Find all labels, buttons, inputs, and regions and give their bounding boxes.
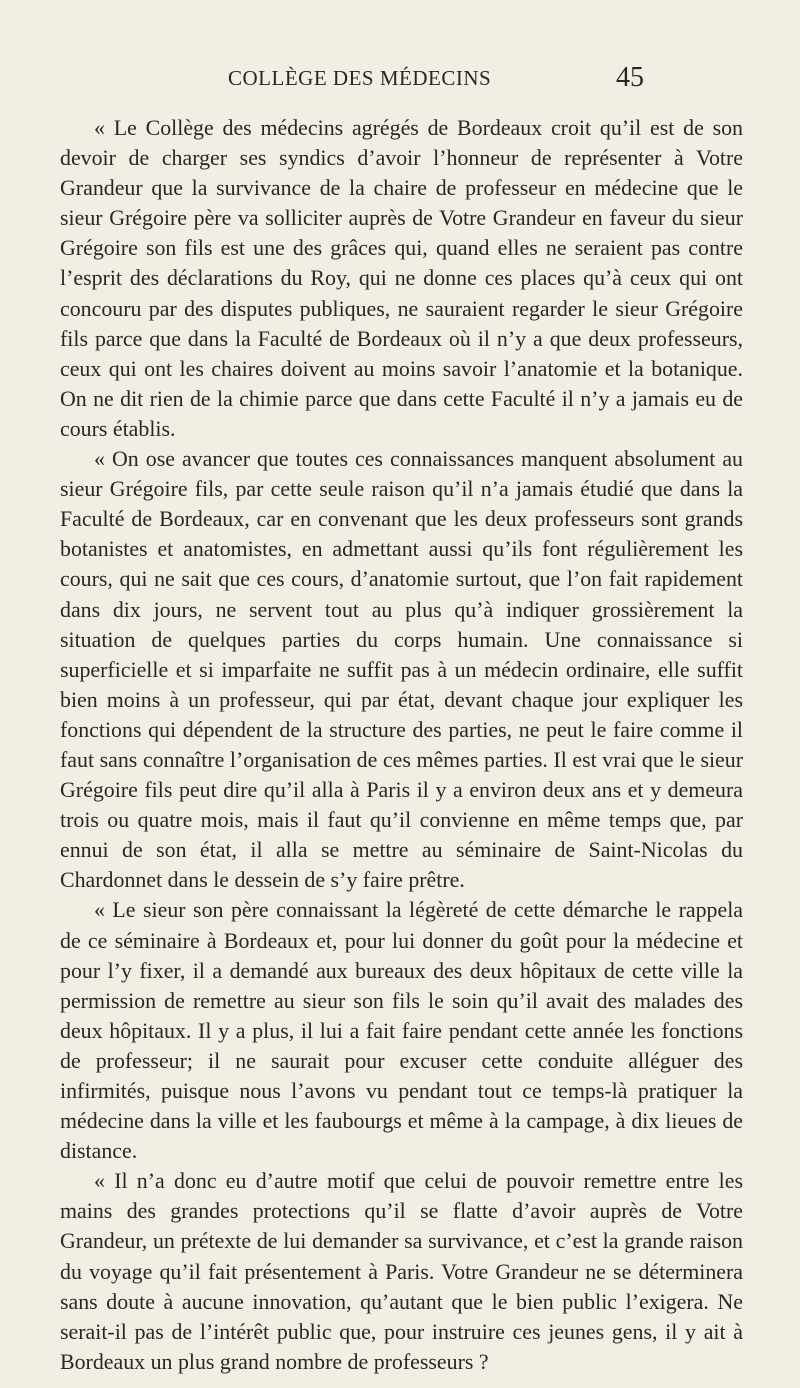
paragraph-2: « On ose avancer que toutes ces connaissances manquent absolument au sieur Grégoire fils, par cette seule raison qu’il n’a jamais étudié que dans la Faculté de Bordeaux, car en convenant que les deux professeurs sont grands botanistes et anatomistes, en admettant aussi qu’ils font régulièrement les cours, qui ne sait que ces cours, d’anatomie surtout, que l’on fait rapidement dans dix jours, ne servent tout au plus qu’à indiquer grossièrement la situation de quelques parties du corps humain. Une connaissance si superficielle et si imparfaite ne suffit pas à un médecin ordinaire, elle suffit bien moins à un professeur, qui par état, devant chaque jour expliquer les fonctions qui dépendent de la structure des parties, ne peut le faire comme il faut sans connaître l’organisation de ces mêmes parties. Il est vrai que le sieur Grégoire fils peut dire qu’il alla à Paris il y a environ deux ans et y demeura trois ou quatre mois, mais il faut qu’il convienne en même temps que, par ennui de son état, il alla se mettre au séminaire de Saint-Nicolas du Chardonnet dans le dessein de s’y faire prêtre.: [60, 446, 743, 893]
page-header: [0, 62, 800, 106]
body-text: [60, 113, 743, 1377]
paragraph-1: « Le Collège des médecins agrégés de Bordeaux croit qu’il est de son devoir de charger ses syndics d’avoir l’honneur de représenter à Votre Grandeur que la survivance de la chaire de professeur en médecine que le sieur Grégoire père va solliciter auprès de Votre Grandeur en faveur du sieur Grégoire son fils est une des grâces qui, quand elles ne seraient pas contre l’esprit des déclarations du Roy, qui ne donne ces places qu’à ceux qui ont concouru par des disputes publiques, ne sauraient regarder le sieur Grégoire fils parce que dans la Faculté de Bordeaux où il n’y a que deux professeurs, ceux qui ont les chaires doivent au moins savoir l’anatomie et la botanique. On ne dit rien de la chimie parce que dans cette Faculté il n’y a jamais eu de cours établis.: [60, 115, 743, 441]
paragraph-3: « Le sieur son père connaissant la légèreté de cette démarche le rappela de ce séminaire à Bordeaux et, pour lui donner du goût pour la médecine et pour l’y fixer, il a demandé aux bureaux des deux hôpitaux de cette ville la permission de remettre au sieur son fils le soin qu’il avait des malades des deux hôpitaux. Il y a plus, il lui a fait faire pendant cette année les fonctions de professeur; il ne saurait pour excuser cette conduite alléguer des infirmités, puisque nous l’avons vu pendant tout ce temps-là pratiquer la médecine dans la ville et les faubourgs et même à la campage, à dix lieues de distance.: [60, 897, 743, 1164]
paragraph-4: « Il n’a donc eu d’autre motif que celui de pouvoir remettre entre les mains des grandes protections qu’il se flatte d’avoir auprès de Votre Grandeur, un prétexte de lui demander sa survivance, et c’est la grande raison du voyage qu’il fait présentement à Paris. Votre Grandeur ne se déterminera sans doute à aucune innovation, qu’autant que le bien public l’exigera. Ne serait-il pas de l’intérêt public que, pour instruire ces jeunes gens, il y ait à Bordeaux un plus grand nombre de professeurs ?: [60, 1168, 743, 1374]
page-number: 45: [616, 62, 644, 93]
running-head: COLLÈGE DES MÉDECINS: [228, 66, 492, 90]
